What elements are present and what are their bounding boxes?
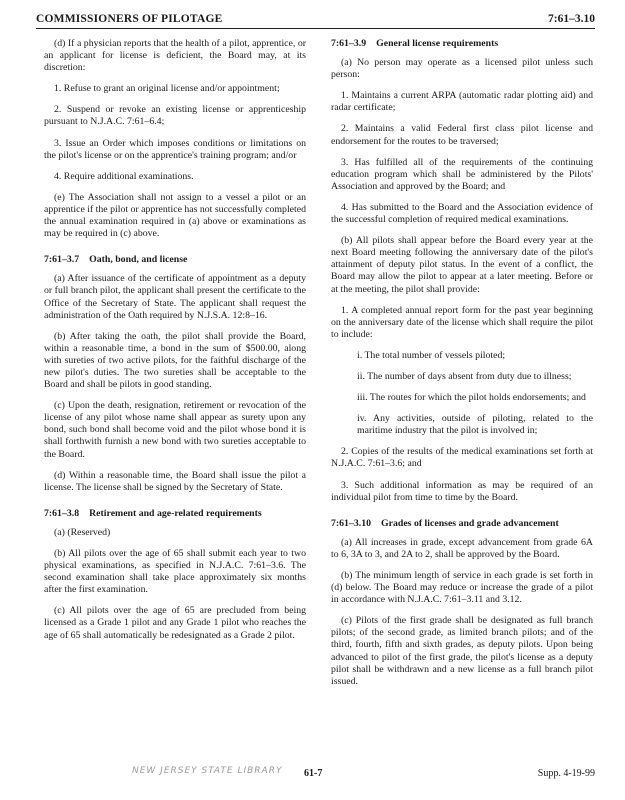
- section-number: 7:61–3.10: [331, 517, 372, 529]
- sub-list-item: iii. The routes for which the pilot holds endorsements; and: [357, 392, 586, 404]
- paragraph: (c) All pilots over the age of 65 are precluded from being licensed as a Grade 1 pilot and any Grade 1 pilot who reaches the age of 65 shall automatically be redesignated as a Grade 2 pilot.: [44, 605, 306, 641]
- section-heading-3-9: [331, 38, 593, 50]
- paragraph-d: (d) If a physician reports that the health of a pilot, apprentice, or an applicant for license is deficient, the Board may, at its discretion:: [44, 38, 306, 74]
- paragraph: (a) No person may operate as a licensed pilot unless such person:: [331, 57, 593, 81]
- paragraph: (d) Within a reasonable time, the Board shall issue the pilot a license. The license shall be signed by the Secretary of State.: [44, 469, 306, 493]
- section-number: 7:61–3.9: [331, 38, 367, 49]
- paragraph: (a) After issuance of the certificate of appointment as a deputy or full branch pilot, the applicant shall present the certificate to the Office of the Secretary of State. The applicant shall request the administration of the Oath required by N.J.S.A. 12:8–16.: [44, 273, 306, 321]
- list-item: 2. Suspend or revoke an existing license or apprenticeship pursuant to N.J.A.C. 7:61–6.4;: [44, 104, 306, 128]
- list-item: 2. Maintains a valid Federal first class pilot license and endorsement for the routes to be traversed;: [331, 123, 593, 147]
- list-item: 4. Require additional examinations.: [54, 170, 194, 182]
- section-title: Grades of licenses and grade advancement: [381, 517, 559, 529]
- left-column: [44, 38, 306, 651]
- paragraph: (a) (Reserved): [54, 526, 111, 538]
- right-column: [331, 38, 593, 697]
- section-title: Oath, bond, and license: [89, 254, 188, 266]
- section-heading-3-7: [44, 254, 306, 266]
- paragraph: (a) All increases in grade, except advancement from grade 6A to 6, 3A to 3, and 2A to 2, shall be approved by the Board.: [331, 536, 593, 560]
- paragraph: (b) After taking the oath, the pilot shall provide the Board, within a reasonable time, a bond in the sum of $500.00, along with sureties of two active pilots, for the faithful discharge of the new pilot's duties. The two sureties shall be acceptable to the Board and shall be pilots in good standing.: [44, 330, 306, 391]
- sub-list-item: iv. Any activities, outside of piloting, related to the maritime industry that the pilot is involved in;: [357, 413, 593, 437]
- sub-list-item: i. The total number of vessels piloted;: [357, 349, 506, 361]
- list-item: 3. Has fulfilled all of the requirements of the continuing education program which shall be administered by the Pilots' Association and approved by the Board; and: [331, 156, 593, 192]
- section-number: 7:61–3.8: [44, 507, 80, 519]
- list-item: 1. A completed annual report form for the past year beginning on the anniversary date of the license which shall require the pilot to include:: [331, 304, 593, 340]
- section-title: General license requirements: [376, 38, 499, 49]
- supplement-date: Supp. 4-19-99: [537, 768, 595, 779]
- sub-list-item: ii. The number of days absent from duty due to illness;: [357, 370, 572, 382]
- list-item: 4. Has submitted to the Board and the Association evidence of the successful completion of required medical examinations.: [331, 201, 593, 226]
- list-item: 3. Issue an Order which imposes conditions or limitations on the pilot's license or on the apprentice's training program; and/or: [44, 137, 306, 161]
- list-item: 3. Such additional information as may be required of an individual pilot from time to time by the Board.: [331, 479, 593, 503]
- page-number: 61-7: [304, 768, 323, 779]
- paragraph: (b) All pilots shall appear before the Board every year at the next Board meeting following the anniversary date of the pilot's attainment of deputy pilot status. In the event of a conflict, the Board may allow the pilot to appear at a later meeting. Before or at the meeting, the pilot shall provide:: [331, 235, 593, 295]
- chapter-title: COMMISSIONERS OF PILOTAGE: [36, 13, 223, 25]
- list-item: 1. Maintains a current ARPA (automatic radar plotting aid) and radar certificate;: [331, 90, 593, 114]
- section-range: 7:61–3.10: [548, 13, 595, 25]
- section-heading-3-8: [44, 508, 306, 520]
- section-number: 7:61–3.7: [44, 254, 80, 266]
- library-stamp: NEW JERSEY STATE LIBRARY: [132, 766, 283, 776]
- list-item: 2. Copies of the results of the medical examinations set forth at N.J.A.C. 7:61–3.6; and: [331, 446, 593, 470]
- list-item: 1. Refuse to grant an original license and/or appointment;: [54, 83, 280, 95]
- running-header: [36, 10, 595, 29]
- section-heading-3-10: [331, 518, 593, 530]
- page-footer: [36, 768, 595, 782]
- paragraph: (b) All pilots over the age of 65 shall submit each year to two physical examinations, as specified in N.J.A.C. 7:61–3.6. The second examination shall take place approximately six months after the first examination.: [44, 548, 306, 596]
- paragraph: (c) Upon the death, resignation, retirement or revocation of the license of any pilot whose name shall appear as surety upon any bond, such bond shall become void and the pilot whose bond it is shall forthwith furnish a new bond with two sureties acceptable to the Board.: [44, 400, 306, 460]
- paragraph: (b) The minimum length of service in each grade is set forth in (d) below. The Board may reduce or increase the grade of a pilot in accordance with N.J.A.C. 7:61–3.11 and 3.12.: [331, 570, 593, 606]
- paragraph-e: (e) The Association shall not assign to a vessel a pilot or an apprentice if the pilot or apprentice has not successfully completed the annual examination required in (a) above or examinations as may be required in (c) above.: [44, 191, 306, 240]
- paragraph: (c) Pilots of the first grade shall be designated as full branch pilots; of the second grade, as limited branch pilots; and of the third, fourth, fifth and sixth grades, as deputy pilots. Upon being advanced to pilot of the first grade, the pilot's license as a deputy pilot shall be withdrawn and a new license as a full branch pilot issued.: [331, 615, 593, 687]
- section-title: Retirement and age-related requirements: [89, 507, 262, 519]
